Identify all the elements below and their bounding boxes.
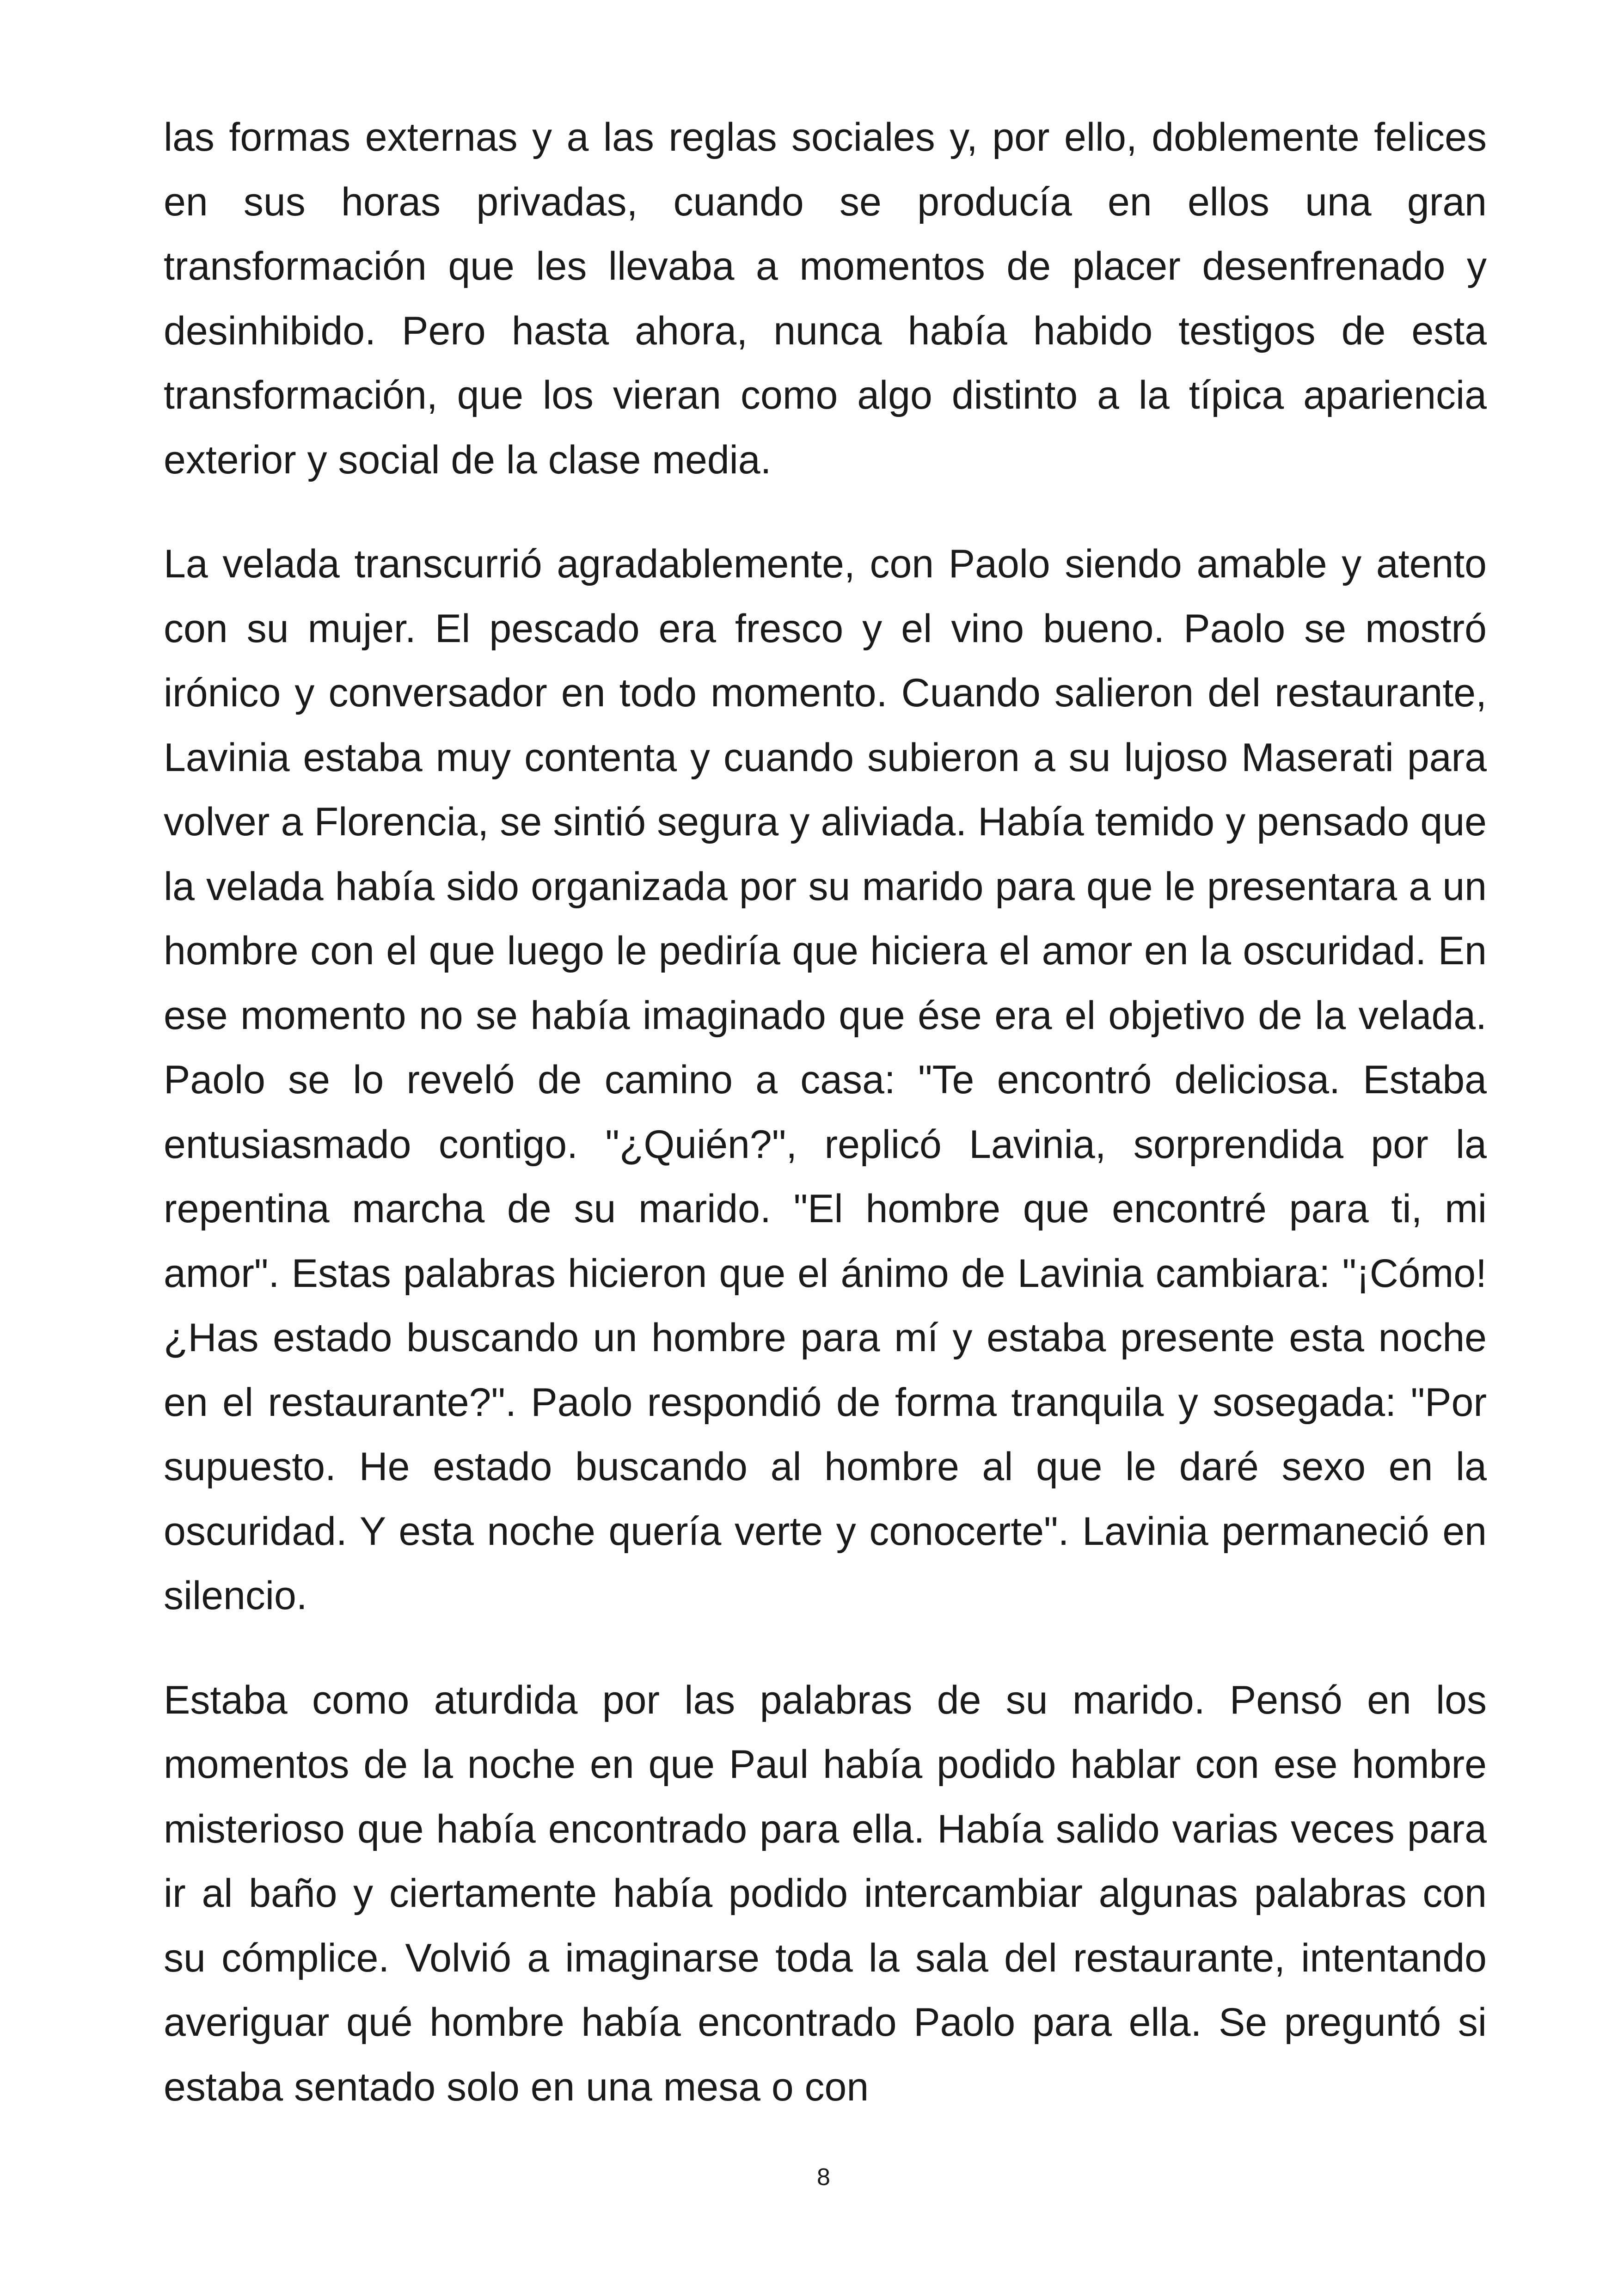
paragraph: Estaba como aturdida por las palabras de su marido. Pensó en los momentos de la noche en que Paul había podido hablar con ese hombre misterioso que había encontrado para ella. Había salido varias veces para ir al baño y ciertamente había podido intercambiar algunas palabras con su cómplice. Volvió a imaginarse toda la sala del restaurante, intentando averiguar qué hombre había encontrado Paolo para ella. Se preguntó si estaba sentado solo en una mesa o con [164,1678,1487,2109]
paragraph: La velada transcurrió agradablemente, con Paolo siendo amable y atento con su mujer. El pescado era fresco y el vino bueno. Paolo se mostró irónico y conversador en todo momento. Cuando salieron del restaurante, Lavinia estaba muy contenta y cuando subieron a su lujoso Maserati para volver a Florencia, se sintió segura y aliviada. Había temido y pensado que la velada había sido organizada por su marido para que le presentara a un hombre con el que luego le pediría que hiciera el amor en la oscuridad. En ese momento no se había imaginado que ése era el objetivo de la velada. Paolo se lo reveló de camino a casa: "Te encontró deliciosa. Estaba entusiasmado contigo. "¿Quién?", replicó Lavinia, sorprendida por la repentina marcha de su marido. "El hombre que encontré para ti, mi amor". Estas palabras hicieron que el ánimo de Lavinia cambiara: "¡Cómo! ¿Has estado buscando un hombre para mí y estaba presente esta noche en el restaurante?". Paolo respondió de forma tranquila y sosegada: "Por supuesto. He estado buscando al hombre al que le daré sexo en la oscuridad. Y esta noche quería verte y conocerte". Lavinia permaneció en silencio. [164,542,1487,1618]
body-text [164,105,1487,2119]
paragraph: las formas externas y a las reglas sociales y, por ello, doblemente felices en sus horas privadas, cuando se producía en ellos una gran transformación que les llevaba a momentos de placer desenfrenado y desinhibido. Pero hasta ahora, nunca había habido testigos de esta transformación, que los vieran como algo distinto a la típica apariencia exterior y social de la clase media. [164,115,1487,482]
page-number: 8 [817,2164,830,2191]
